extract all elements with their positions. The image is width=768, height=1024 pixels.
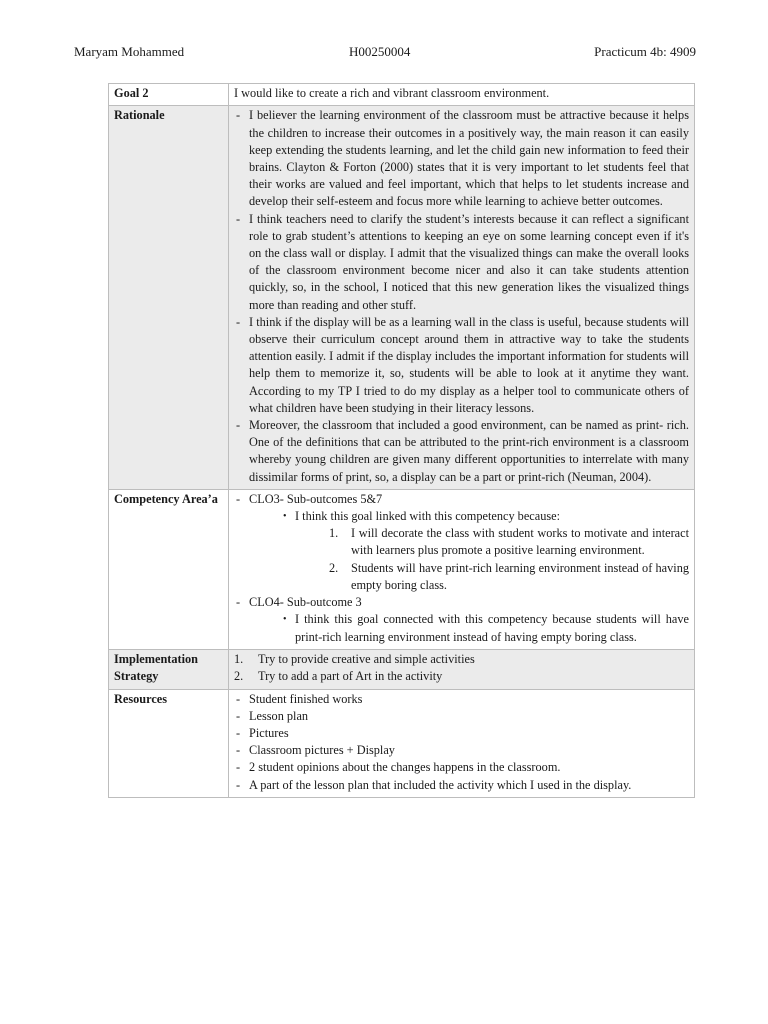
clo4-item (234, 594, 689, 646)
course-code: Practicum 4b: 4909 (594, 44, 696, 59)
goal-row (109, 84, 695, 106)
point-number: 2. (329, 560, 339, 575)
item-text: Try to provide creative and simple activities (258, 651, 475, 666)
competency-content (229, 489, 695, 649)
point-text: I will decorate the class with student works to motivate and interact with learners plus promote a positive learning environment. (351, 526, 689, 558)
clo3-heading: CLO3- Sub-outcomes 5&7 (249, 491, 383, 506)
resource-item: - Pictures (234, 725, 689, 742)
item-text: Try to add a part of Art in the activity (258, 668, 443, 683)
rationale-item: - I believer the learning environment of the classroom must be attractive because it helps the children to increase their outcomes in a positively way, the main reason it can easily keep extending the students learning, and let the child gain new information to feed their brains. Clayton & Forton (2000) states that it is very important to let students feel that their works are valued and feel important, which that helps to let students increase and develop their self-esteem and focus more while learning to achieve better outcomes. (234, 107, 689, 210)
resources-row (109, 689, 695, 797)
resources-label: Resources (109, 689, 229, 797)
implementation-content (229, 649, 695, 689)
resource-item: - A part of the lesson plan that included the activity which I used in the display. (234, 777, 689, 794)
resource-item: - Classroom pictures + Display (234, 742, 689, 759)
rationale-label: Rationale (109, 106, 229, 489)
resource-item: - Lesson plan (234, 708, 689, 725)
item-number: 2. (234, 668, 244, 683)
page-header (74, 44, 696, 62)
point-text: Students will have print-rich learning environment instead of having empty boring class. (351, 560, 689, 592)
goal-table (108, 83, 695, 798)
resource-item: - 2 student opinions about the changes happens in the classroom. (234, 759, 689, 776)
rationale-item: - I think if the display will be as a learning wall in the class is useful, because students will observe their curriculum concept around them in attractive way to take the students attention easily. I admit if the display includes the important information for students will help them to memorize it, so, students will be able to look at it anytime they want. According to my TP I tried to do my display as a helper tool to communicate others of what children have been studying in their literacy lessons. (234, 314, 689, 417)
clo4-bullet-text: I think this goal connected with this competency because students will have print-rich learning environment instead of having empty boring class. (295, 612, 689, 644)
rationale-item: - Moreover, the classroom that included a good environment, can be named as print- rich. One of the definitions that can be attributed to the print-rich environment is a classroom whereby young children are given many different opportunities to interrelate with many dissimilar forms of print, so, a display can be a part or print-rich (Neuman, 2004). (234, 417, 689, 486)
clo3-bullet-text: I think this goal linked with this competency because: (295, 509, 561, 524)
author-name: Maryam Mohammed (74, 44, 185, 59)
competency-label: Competency Area’a (109, 489, 229, 649)
clo4-heading: CLO4- Sub-outcome 3 (249, 595, 362, 610)
clo3-item (234, 491, 689, 594)
resources-content (229, 689, 695, 797)
rationale-row (109, 106, 695, 489)
student-id: H00250004 (349, 44, 411, 59)
clo3-points (249, 525, 689, 594)
clo3-point (329, 525, 689, 559)
implementation-list (234, 651, 689, 685)
implementation-label: Implementation Strategy (109, 649, 229, 689)
clo3-point (329, 560, 689, 594)
rationale-item: - I think teachers need to clarify the student’s interests because it can reflect a significant role to grab student’s attentions to keeping an eye on some learning concept even if it's on the class wall or display. I admit that the visualized things can make the overall looks of the classroom environment become nicer and also it can take students attention quickly, so, in the school, I noticed that this new generation likes the visualized things more than reading and other stuff. (234, 211, 689, 314)
point-number: 1. (329, 526, 339, 541)
resource-item: - Student finished works (234, 691, 689, 708)
resources-list (234, 691, 689, 794)
goal-text: I would like to create a rich and vibrant classroom environment. (229, 84, 695, 106)
implementation-item (234, 651, 689, 668)
implementation-row (109, 649, 695, 689)
clo3-bullets (249, 508, 689, 525)
clo4-bullet (283, 611, 689, 645)
rationale-list (234, 107, 689, 485)
implementation-item (234, 668, 689, 685)
clo3-bullet (283, 508, 689, 525)
competency-row (109, 489, 695, 649)
item-number: 1. (234, 651, 244, 666)
goal-label: Goal 2 (109, 84, 229, 106)
competency-list (234, 491, 689, 646)
clo4-bullets (249, 611, 689, 645)
rationale-content (229, 106, 695, 489)
